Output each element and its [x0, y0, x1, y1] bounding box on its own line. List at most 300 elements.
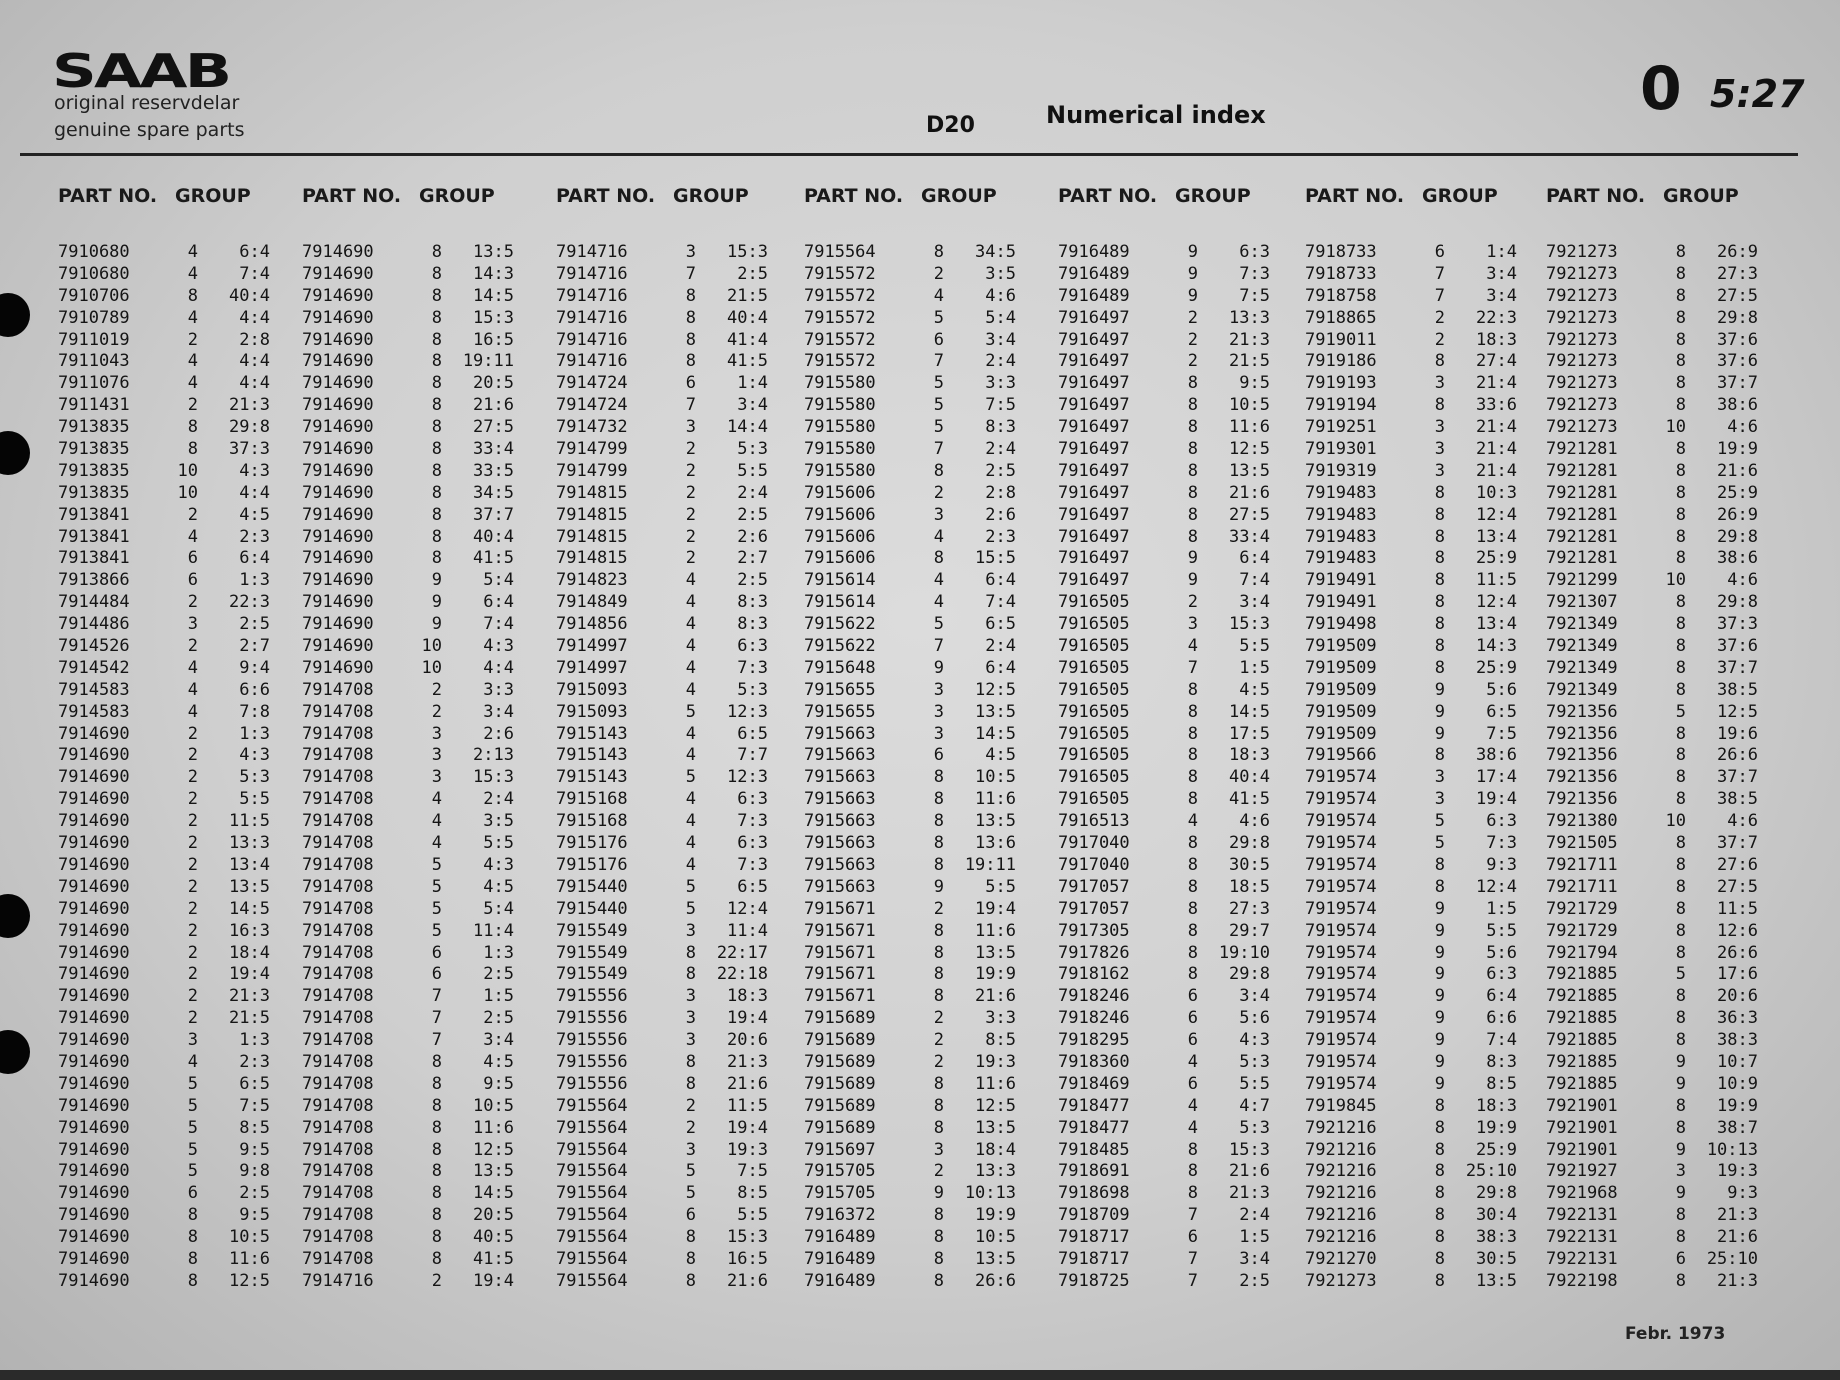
part-number: 7914732: [556, 417, 628, 438]
index-row: [1546, 680, 1776, 702]
index-row: [58, 833, 288, 855]
part-number: 7921273: [1546, 329, 1618, 350]
tagline-swedish: original reservdelar: [54, 92, 240, 114]
group-number: 2: [1187, 307, 1198, 328]
group-number: 9: [1434, 920, 1445, 941]
index-row: [556, 964, 786, 986]
index-row: [804, 943, 1034, 965]
group-number: 8: [1675, 1095, 1686, 1116]
page-ref: 2:4: [985, 636, 1016, 657]
index-row: [804, 636, 1034, 658]
group-number: 8: [1434, 1227, 1445, 1248]
group-number: 4: [187, 373, 198, 394]
group-number: 3: [1434, 439, 1445, 460]
index-row: [556, 1008, 786, 1030]
part-number: 7918733: [1305, 242, 1377, 262]
page-ref: 41:4: [727, 329, 768, 350]
page-ref: 13:5: [473, 242, 514, 262]
group-number: 4: [187, 351, 198, 372]
page-ref: 12:5: [975, 1095, 1016, 1116]
index-row: [1058, 658, 1288, 680]
part-number: 7921349: [1546, 657, 1618, 678]
page-ref: 6:5: [239, 1073, 270, 1094]
index-row: [1546, 1183, 1776, 1205]
page-ref: 3:5: [985, 263, 1016, 284]
index-row: [556, 242, 786, 264]
index-row: [302, 921, 532, 943]
part-number: 7914708: [302, 1248, 374, 1269]
part-number: 7914690: [58, 1051, 130, 1072]
page-ref: 27:3: [1717, 263, 1758, 284]
part-number: 7915663: [804, 854, 876, 875]
part-number: 7918709: [1058, 1205, 1130, 1226]
page-ref: 20:6: [727, 1030, 768, 1051]
page-ref: 13:5: [975, 1117, 1016, 1138]
group-number: 2: [1187, 329, 1198, 350]
page-ref: 41:5: [727, 351, 768, 372]
index-row: [556, 1140, 786, 1162]
part-number: 7914716: [556, 307, 628, 328]
group-number: 2: [187, 1008, 198, 1029]
part-number: 7914815: [556, 548, 628, 569]
index-row: [58, 570, 288, 592]
group-number: 2: [187, 942, 198, 963]
part-number: 7921273: [1546, 373, 1618, 394]
group-number: 8: [1675, 285, 1686, 306]
index-row: [302, 1227, 532, 1249]
group-number: 8: [1434, 614, 1445, 635]
page-ref: 5:3: [239, 767, 270, 788]
index-row: [804, 461, 1034, 483]
group-number: 2: [933, 1030, 944, 1051]
group-number: 2: [685, 439, 696, 460]
page-ref: 4:4: [239, 482, 270, 503]
page-ref: 8:3: [737, 614, 768, 635]
index-row: [804, 767, 1034, 789]
part-number: 7914484: [58, 592, 130, 613]
group-number: 8: [933, 964, 944, 985]
part-number: 7915663: [804, 723, 876, 744]
group-number: 8: [685, 351, 696, 372]
part-number: 7915622: [804, 614, 876, 635]
part-number: 7918698: [1058, 1183, 1130, 1204]
index-row: [556, 1096, 786, 1118]
part-number: 7914708: [302, 942, 374, 963]
part-number: 7914815: [556, 526, 628, 547]
part-number: 7911431: [58, 395, 130, 416]
index-row: [302, 592, 532, 614]
page-ref: 13:5: [229, 876, 270, 897]
group-number: 3: [1434, 460, 1445, 481]
part-number: 7921349: [1546, 636, 1618, 657]
group-number: 8: [1675, 942, 1686, 963]
group-number: 8: [431, 1248, 442, 1269]
index-row: [556, 1052, 786, 1074]
part-number: 7921281: [1546, 482, 1618, 503]
page-ref: 4:6: [1727, 811, 1758, 832]
group-number: 8: [1187, 942, 1198, 963]
index-row: [58, 1074, 288, 1096]
index-row: [302, 1271, 532, 1293]
page-ref: 12:3: [727, 701, 768, 722]
index-row: [302, 1249, 532, 1271]
group-number: 7: [1434, 285, 1445, 306]
part-number: 7914708: [302, 1030, 374, 1051]
page-ref: 21:5: [229, 1008, 270, 1029]
page-bottom-edge: [0, 1370, 1840, 1380]
page-ref: 2:4: [1239, 1205, 1270, 1226]
page-ref: 11:4: [727, 920, 768, 941]
group-number: 8: [187, 439, 198, 460]
group-number: 8: [1675, 1117, 1686, 1138]
part-number: 7913841: [58, 504, 130, 525]
part-number: 7917057: [1058, 898, 1130, 919]
part-number: 7915655: [804, 701, 876, 722]
index-row: [1305, 1205, 1535, 1227]
index-row: [1058, 242, 1288, 264]
part-number: 7914799: [556, 439, 628, 460]
page-ref: 7:8: [239, 701, 270, 722]
page-ref: 17:5: [1229, 723, 1270, 744]
page-ref: 19:9: [1717, 439, 1758, 460]
part-number: 7914690: [302, 592, 374, 613]
part-number: 7914856: [556, 614, 628, 635]
part-number: 7919574: [1305, 811, 1377, 832]
group-number: 7: [933, 351, 944, 372]
part-number: 7915549: [556, 920, 628, 941]
group-number: 4: [1187, 1051, 1198, 1072]
group-number: 4: [187, 526, 198, 547]
index-row: [556, 351, 786, 373]
page-ref: 19:11: [462, 351, 514, 372]
group-number: 8: [187, 285, 198, 306]
part-number: 7915622: [804, 636, 876, 657]
index-row: [58, 855, 288, 877]
index-row: [804, 1096, 1034, 1118]
group-number: 2: [1187, 351, 1198, 372]
group-number: 6: [1434, 242, 1445, 262]
part-number: 7915556: [556, 1051, 628, 1072]
page-ref: 19:9: [1717, 1095, 1758, 1116]
page-ref: 27:5: [473, 417, 514, 438]
index-row: [1305, 548, 1535, 570]
group-number: 9: [1675, 1139, 1686, 1160]
group-number: 8: [1434, 1161, 1445, 1182]
page-ref: 1:3: [239, 723, 270, 744]
index-row: [1305, 308, 1535, 330]
page-ref: 7:4: [483, 614, 514, 635]
index-row: [302, 943, 532, 965]
part-number: 7919574: [1305, 1008, 1377, 1029]
page-ref: 2:5: [239, 1183, 270, 1204]
part-number: 7916505: [1058, 723, 1130, 744]
part-number: 7919574: [1305, 898, 1377, 919]
group-number: 8: [1187, 460, 1198, 481]
page-ref: 12:5: [229, 1270, 270, 1291]
index-row: [1058, 614, 1288, 636]
page-ref: 1:5: [483, 986, 514, 1007]
index-row: [1305, 943, 1535, 965]
group-number: 9: [1675, 1073, 1686, 1094]
page-ref: 4:5: [483, 876, 514, 897]
group-number: 8: [431, 460, 442, 481]
page-ref: 13:5: [975, 811, 1016, 832]
group-number: 8: [933, 1117, 944, 1138]
page-ref: 2:4: [985, 439, 1016, 460]
page-ref: 30:5: [1476, 1248, 1517, 1269]
part-number: 7916489: [1058, 242, 1130, 262]
page-ref: 41:5: [473, 1248, 514, 1269]
part-number: 7914708: [302, 1139, 374, 1160]
index-row: [1058, 767, 1288, 789]
group-number: 8: [685, 1051, 696, 1072]
part-number: 7915663: [804, 789, 876, 810]
group-number: 2: [187, 986, 198, 1007]
page-ref: 37:6: [1717, 636, 1758, 657]
part-number: 7921216: [1305, 1139, 1377, 1160]
page-ref: 37:7: [1717, 833, 1758, 854]
part-number: 7919574: [1305, 767, 1377, 788]
page-ref: 7:5: [985, 395, 1016, 416]
index-row: [302, 899, 532, 921]
page-ref: 10:9: [1717, 1073, 1758, 1094]
index-row: [804, 1205, 1034, 1227]
group-number: 6: [933, 329, 944, 350]
page-ref: 6:5: [737, 876, 768, 897]
page-ref: 2:4: [737, 482, 768, 503]
page-ref: 12:5: [473, 1139, 514, 1160]
group-number: 8: [1187, 679, 1198, 700]
page-ref: 21:6: [473, 395, 514, 416]
part-number: 7919193: [1305, 373, 1377, 394]
part-number: 7915564: [556, 1139, 628, 1160]
index-row: [1058, 461, 1288, 483]
part-number: 7921356: [1546, 789, 1618, 810]
group-number: 8: [933, 242, 944, 262]
index-row: [1058, 570, 1288, 592]
index-row: [556, 1271, 786, 1293]
index-row: [302, 1030, 532, 1052]
group-number: 8: [1675, 329, 1686, 350]
group-number: 8: [1434, 1139, 1445, 1160]
page-ref: 21:4: [1476, 417, 1517, 438]
index-row: [556, 1183, 786, 1205]
page-ref: 13:5: [1229, 460, 1270, 481]
group-number: 5: [187, 1095, 198, 1116]
part-number: 7921885: [1546, 1008, 1618, 1029]
group-number: 9: [1434, 723, 1445, 744]
index-row: [1305, 811, 1535, 833]
page-ref: 11:5: [727, 1095, 768, 1116]
index-row: [1546, 1118, 1776, 1140]
part-number: 7915606: [804, 504, 876, 525]
page-ref: 8:5: [239, 1117, 270, 1138]
index-row: [804, 570, 1034, 592]
page-ref: 3:4: [483, 1030, 514, 1051]
group-number: 8: [431, 1183, 442, 1204]
page-ref: 2:3: [239, 526, 270, 547]
index-row: [1546, 1008, 1776, 1030]
group-number: 8: [685, 1270, 696, 1291]
page-ref: 16:5: [727, 1248, 768, 1269]
part-number: 7914823: [556, 570, 628, 591]
group-number: 9: [1187, 242, 1198, 262]
page-ref: 40:5: [473, 1227, 514, 1248]
part-number: 7914690: [58, 723, 130, 744]
group-number: 2: [1434, 329, 1445, 350]
part-number: 7914815: [556, 482, 628, 503]
group-number: 2: [431, 701, 442, 722]
part-number: 7922131: [1546, 1248, 1618, 1269]
page-ref: 4:3: [483, 636, 514, 657]
part-number: 7919509: [1305, 723, 1377, 744]
part-number: 7911076: [58, 373, 130, 394]
page-ref: 19:4: [1476, 789, 1517, 810]
group-number: 8: [1434, 745, 1445, 766]
index-row: [1305, 1030, 1535, 1052]
index-row: [1305, 461, 1535, 483]
index-row: [1546, 877, 1776, 899]
page-number: 5:27: [1710, 72, 1805, 116]
group-number: 8: [431, 242, 442, 262]
page-ref: 7:7: [737, 745, 768, 766]
part-number: 7914690: [58, 1270, 130, 1291]
group-number: 4: [187, 307, 198, 328]
page-ref: 9:3: [1486, 854, 1517, 875]
part-number: 7916497: [1058, 373, 1130, 394]
group-number: 8: [933, 1205, 944, 1226]
index-row: [1305, 1271, 1535, 1293]
index-row: [1058, 789, 1288, 811]
part-number: 7915564: [556, 1095, 628, 1116]
page-ref: 33:6: [1476, 395, 1517, 416]
group-number: 8: [431, 1205, 442, 1226]
index-row: [58, 702, 288, 724]
page-ref: 14:5: [975, 723, 1016, 744]
group-number: 8: [1434, 395, 1445, 416]
part-number: 7921281: [1546, 526, 1618, 547]
page-ref: 5:5: [483, 833, 514, 854]
page-ref: 19:4: [473, 1270, 514, 1291]
part-number: 7914690: [302, 242, 374, 262]
group-number: 4: [685, 614, 696, 635]
part-no-header: PART NO.: [804, 185, 904, 207]
group-number: 8: [1434, 482, 1445, 503]
index-row: [804, 789, 1034, 811]
page-ref: 17:4: [1476, 767, 1517, 788]
group-number: 3: [1434, 373, 1445, 394]
part-number: 7915705: [804, 1183, 876, 1204]
page-ref: 12:5: [975, 679, 1016, 700]
group-number: 5: [685, 1183, 696, 1204]
index-row: [58, 680, 288, 702]
page-ref: 41:5: [1229, 789, 1270, 810]
part-number: 7910680: [58, 242, 130, 262]
index-row: [804, 308, 1034, 330]
index-row: [1305, 658, 1535, 680]
index-row: [804, 373, 1034, 395]
page-ref: 3:3: [985, 373, 1016, 394]
index-row: [1058, 527, 1288, 549]
part-number: 7915655: [804, 679, 876, 700]
part-number: 7914716: [302, 1270, 374, 1291]
page-ref: 5:6: [1486, 679, 1517, 700]
group-number: 8: [1675, 636, 1686, 657]
part-number: 7916505: [1058, 592, 1130, 613]
page-ref: 26:9: [1717, 242, 1758, 262]
part-number: 7921349: [1546, 679, 1618, 700]
index-row: [1058, 745, 1288, 767]
group-number: 8: [1675, 614, 1686, 635]
part-number: 7919574: [1305, 833, 1377, 854]
page-ref: 3:4: [483, 701, 514, 722]
part-number: 7915614: [804, 592, 876, 613]
part-number: 7914690: [58, 920, 130, 941]
group-number: 5: [1675, 964, 1686, 985]
column-header: [804, 185, 1034, 209]
page-ref: 12:4: [1476, 876, 1517, 897]
part-number: 7914708: [302, 833, 374, 854]
part-number: 7910680: [58, 263, 130, 284]
page-ref: 4:4: [239, 351, 270, 372]
page-ref: 15:5: [975, 548, 1016, 569]
index-row: [1546, 242, 1776, 264]
page-ref: 17:6: [1717, 964, 1758, 985]
group-number: 8: [1675, 723, 1686, 744]
part-number: 7914997: [556, 636, 628, 657]
part-number: 7919483: [1305, 482, 1377, 503]
group-number: 9: [431, 614, 442, 635]
group-number: 4: [187, 263, 198, 284]
group-number: 4: [187, 1051, 198, 1072]
group-number: 8: [1675, 1030, 1686, 1051]
index-row: [58, 745, 288, 767]
group-number: 3: [685, 1139, 696, 1160]
index-row: [58, 373, 288, 395]
group-number: 3: [933, 679, 944, 700]
page-ref: 1:5: [1486, 898, 1517, 919]
group-number: 8: [1675, 439, 1686, 460]
group-number: 9: [1187, 285, 1198, 306]
page-ref: 13:6: [975, 833, 1016, 854]
group-number: 6: [187, 548, 198, 569]
part-number: 7921729: [1546, 898, 1618, 919]
group-number: 2: [187, 592, 198, 613]
group-number: 8: [1187, 920, 1198, 941]
index-row: [556, 1205, 786, 1227]
part-number: 7919498: [1305, 614, 1377, 635]
page-ref: 19:6: [1717, 723, 1758, 744]
part-number: 7915168: [556, 811, 628, 832]
part-number: 7914690: [58, 964, 130, 985]
part-number: 7915564: [556, 1161, 628, 1182]
page-ref: 3:4: [985, 329, 1016, 350]
page-ref: 10:5: [1229, 395, 1270, 416]
part-number: 7914708: [302, 1227, 374, 1248]
index-row: [1058, 921, 1288, 943]
index-row: [302, 614, 532, 636]
page-ref: 40:4: [229, 285, 270, 306]
page-ref: 9:8: [239, 1161, 270, 1182]
page-ref: 13:3: [975, 1161, 1016, 1182]
page-ref: 1:4: [737, 373, 768, 394]
group-number: 8: [1675, 460, 1686, 481]
group-number: 2: [187, 395, 198, 416]
index-row: [1058, 680, 1288, 702]
part-number: 7919574: [1305, 986, 1377, 1007]
page-ref: 6:5: [985, 614, 1016, 635]
part-number: 7919509: [1305, 701, 1377, 722]
